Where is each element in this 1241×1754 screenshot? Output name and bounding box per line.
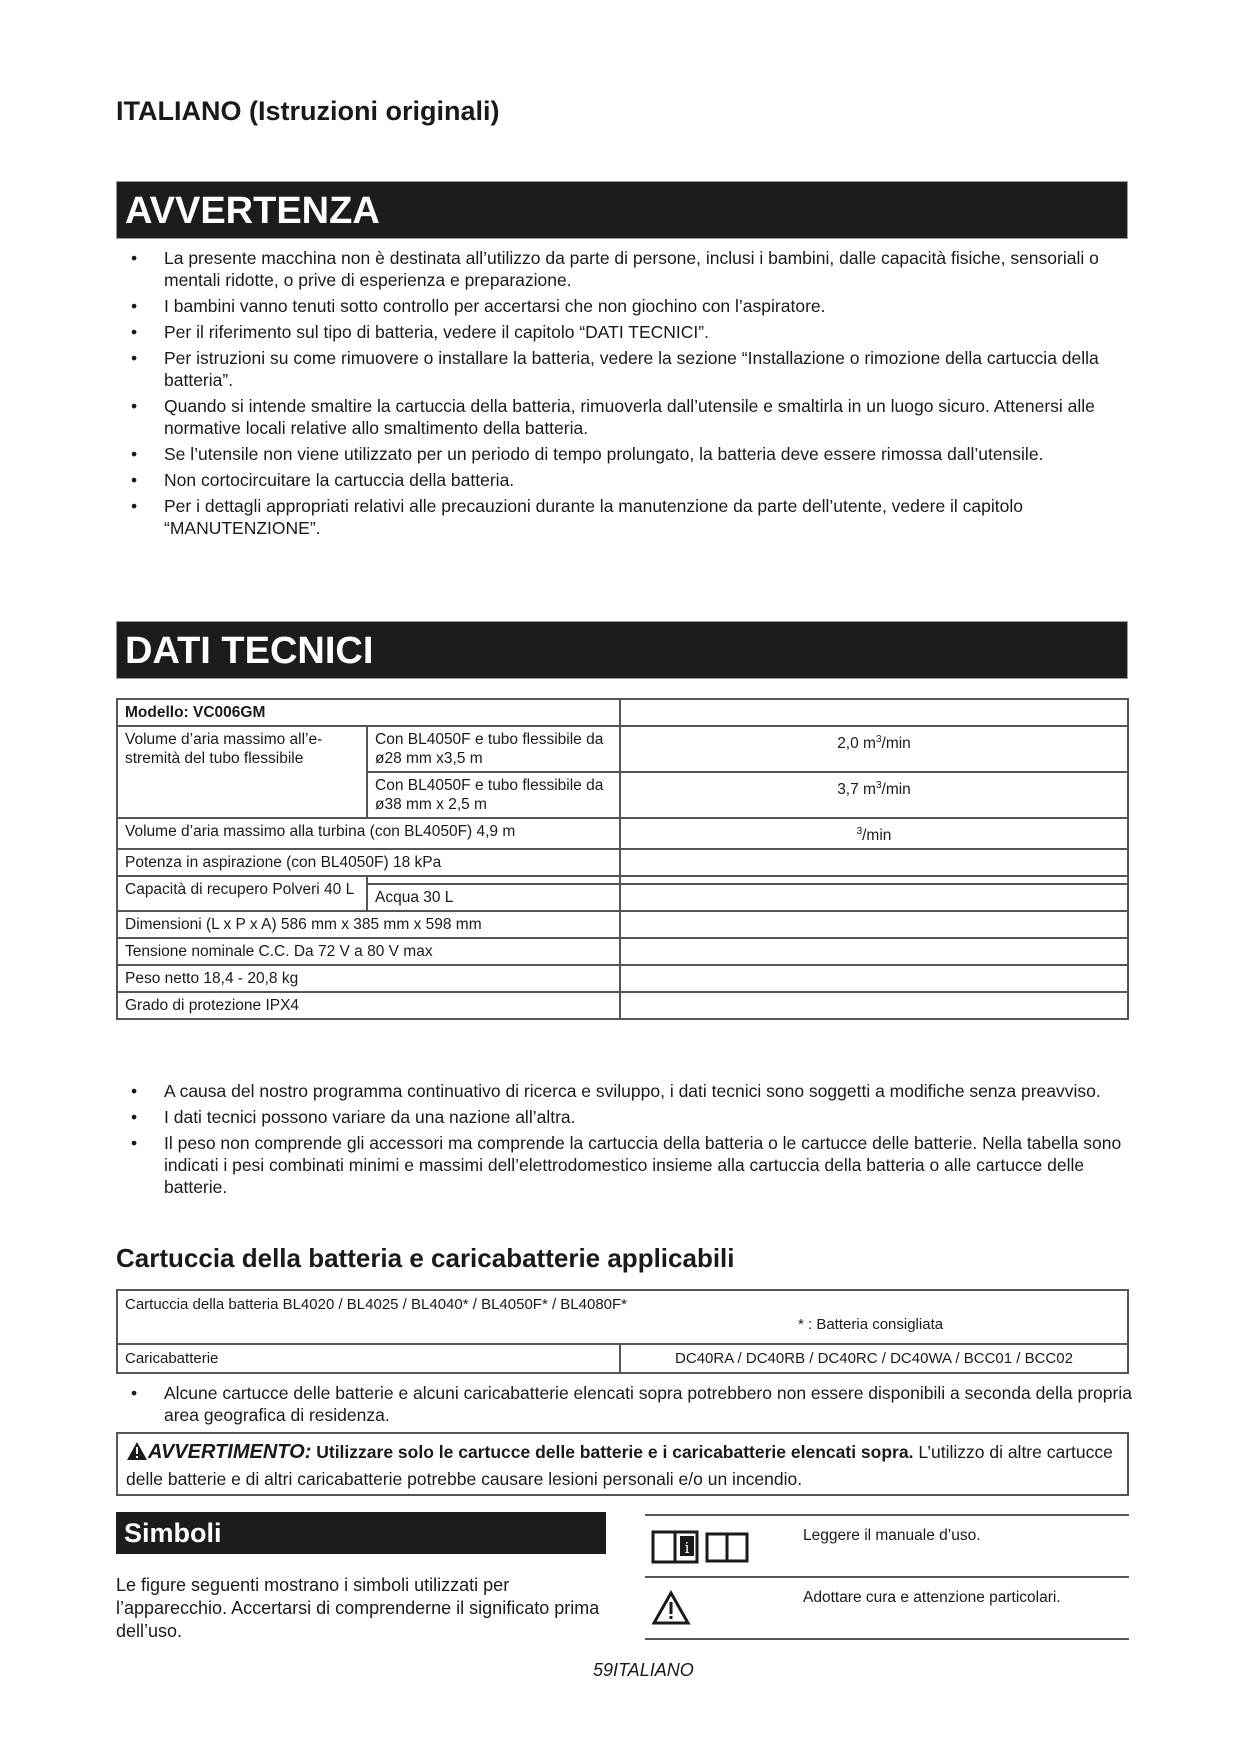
list-item: • Per istruzioni su come rimuovere o installare la batteria, vedere la sezione “Installazione o rimozione della cartuccia della batteria”. [131,348,1099,390]
battery-table [116,1289,1129,1374]
caution-lead: AVVERTIMENTO: [148,1441,312,1463]
protection-cell: Grado di protezione IPX4 [117,992,620,1019]
symbols-section-title: Simboli [116,1512,606,1554]
turbine-label: Volume d’aria massimo alla turbina (con BL4050F) 4,9 m [117,818,620,849]
air-volume-cond-1: Con BL4050F e tubo flessibile da ø28 mm x3,5 m [367,726,620,772]
symbol-row [645,1514,1129,1576]
symbol-text: Leggere il manuale d’uso. [803,1527,981,1544]
list-item: • Per i dettagli appropriati relativi alle precauzioni durante la manutenzione da parte dell’utente, vedere il capitolo “MANUTENZIONE”. [131,496,1023,538]
recommended-note: * : Batteria consigliata [798,1316,944,1333]
charger-label: Caricabatterie [117,1344,620,1373]
table-row [117,818,1128,849]
voltage-cell: Tensione nominale C.C. Da 72 V a 80 V max [117,938,620,965]
caution-strong: Utilizzare solo le cartucce delle batterie e i caricabatterie elencati sopra. [316,1442,914,1462]
dimensions-cell: Dimensioni (L x P x A) 586 mm x 385 mm x 598 mm [117,911,620,938]
page-footer: 59ITALIANO [593,1660,694,1680]
list-item: • Alcune cartucce delle batterie e alcuni caricabatterie elencati sopra potrebbero non essere disponibili a seconda della propria area geografica di residenza. [131,1383,1132,1425]
page-heading: ITALIANO (Istruzioni originali) [116,96,500,126]
table-row [117,938,1128,965]
warning-list [116,247,1136,543]
caution-rest: L’utilizzo di altre cartucce delle batterie e di altri caricabatterie potrebbe causare lesioni personali e/o un incendio. [126,1442,1113,1489]
svg-text:i: i [684,1539,690,1557]
model-cell: Modello: VC006GM [117,699,620,726]
list-item: • I dati tecnici possono variare da una nazione all’altra. [131,1107,576,1127]
list-item: • Non cortocircuitare la cartuccia della batteria. [131,470,515,490]
table-row [117,992,1128,1019]
weight-cell: Peso netto 18,4 - 20,8 kg [117,965,620,992]
list-item: • La presente macchina non è destinata all’utilizzo da parte di persone, inclusi i bambini, dalle capacità fisiche, sensoriali o mentali ridotte, o prive di esperienza e preparazione. [131,248,1099,290]
table-row [117,876,1128,884]
list-item: • Quando si intende smaltire la cartuccia della batteria, rimuoverla dall’utensile e smaltirla in un luogo sicuro. Attenersi alle normative locali relative allo smaltimento della batteria. [131,396,1095,438]
table-row [117,699,1128,726]
table-row [117,726,1128,772]
symbol-text: Adottare cura e attenzione particolari. [803,1589,1061,1606]
air-volume-cond-2: Con BL4050F e tubo flessibile da ø38 mm x 2,5 m [367,772,620,818]
capacity-water: Acqua 30 L [367,884,620,911]
suction-label: Potenza in aspirazione (con BL4050F) 18 kPa [117,849,620,876]
specs-notes [116,1080,1136,1202]
battery-notes [116,1382,1136,1430]
list-item: • Se l’utensile non viene utilizzato per un periodo di tempo prolungato, la batteria deve essere rimossa dall’utensile. [131,444,1044,464]
capacity-label: Capacità di recupero Polveri 40 L [117,876,367,911]
symbols-table [645,1514,1129,1640]
specs-section-title: DATI TECNICI [116,621,1128,679]
caution-box [116,1432,1129,1496]
charger-value: DC40RA / DC40RB / DC40RC / DC40WA / BCC01 / BCC02 [620,1344,1128,1373]
symbols-intro: Le figure seguenti mostrano i simboli utilizzati per l’apparecchio. Accertarsi di comprenderne il significato prima dell’uso. [116,1575,600,1641]
list-item: • Per il riferimento sul tipo di batteria, vedere il capitolo “DATI TECNICI”. [131,322,709,342]
warning-section-title: AVVERTENZA [116,181,1128,239]
battery-section-title: Cartuccia della batteria e caricabatterie applicabili [116,1243,735,1273]
table-row [117,911,1128,938]
list-item: • A causa del nostro programma continuativo di ricerca e sviluppo, i dati tecnici sono soggetti a modifiche senza preavviso. [131,1081,1101,1101]
cartridge-label: Cartuccia della batteria BL4020 / BL4025 / BL4040* / BL4050F* / BL4080F* [125,1296,628,1313]
manual-icon [645,1516,803,1576]
table-row [117,965,1128,992]
warning-triangle-icon [645,1578,803,1638]
air-volume-val-1: 2,0 $m^3/\min$ [620,726,1128,772]
list-item: • I bambini vanno tenuti sotto controllo per accertarsi che non giochino con l’aspiratore. [131,296,826,316]
air-volume-label: Volume d’aria massimo all’e-stremità del tubo flessibile [117,726,367,818]
air-volume-val-2: 3,7 $m^3/\min$ [620,772,1128,818]
table-row [117,849,1128,876]
specs-table [116,698,1129,1020]
table-row [117,1290,1128,1344]
turbine-unit: $^3$/min [620,818,1128,849]
symbol-row [645,1576,1129,1640]
table-row [117,1344,1128,1373]
warning-triangle-icon [126,1441,148,1467]
list-item: • Il peso non comprende gli accessori ma comprende la cartuccia della batteria o le cartucce delle batterie. Nella tabella sono indicati i pesi combinati minimi e massimi dell’elettrodomestico insieme alla cartuccia della batteria o alle cartucce delle batterie. [131,1133,1122,1197]
